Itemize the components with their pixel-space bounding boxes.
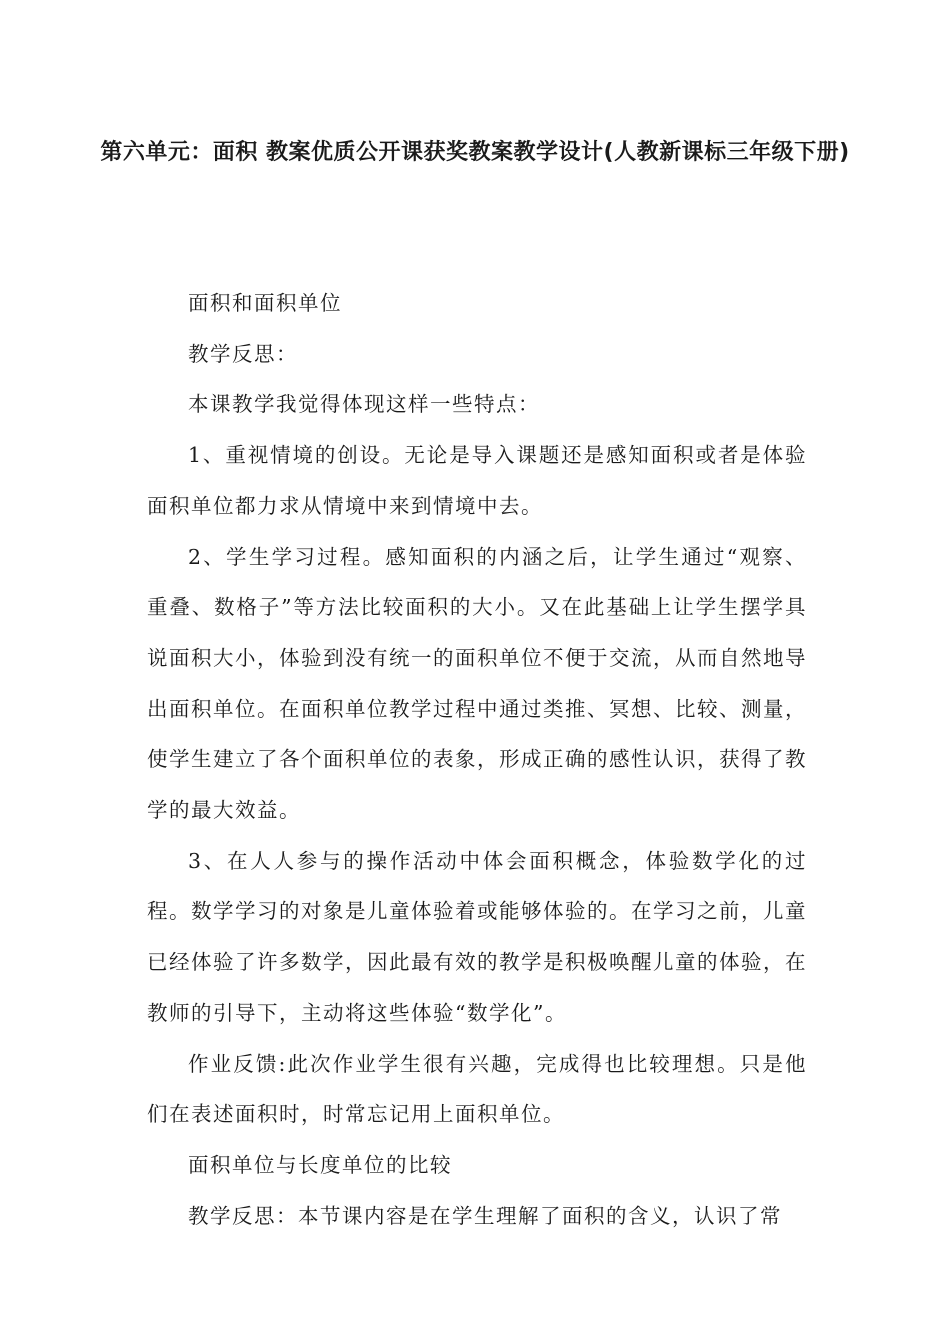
- section-heading-comparison: 面积单位与长度单位的比较: [188, 1152, 452, 1177]
- paragraph-point-1: 1、重视情境的创设。无论是导入课题还是感知面积或者是体验面积单位都力求从情境中来到情境中去。: [147, 443, 807, 518]
- document-body: [147, 278, 807, 1241]
- document-title: 第六单元：面积 教案优质公开课获奖教案教学设计(人教新课标三年级下册): [100, 140, 850, 165]
- paragraph-point-3: 3、在人人参与的操作活动中体会面积概念，体验数学化的过程。数学学习的对象是儿童体验着或能够体验的。在学习之前，儿童已经体验了许多数学，因此最有效的教学是积极唤醒儿童的体验，在教师的引导下，主动将这些体验“数学化”。: [147, 848, 807, 1025]
- paragraph-point-2: 2、学生学习过程。感知面积的内涵之后，让学生通过“观察、重叠、数格子”等方法比较面积的大小。又在此基础上让学生摆学具说面积大小，体验到没有统一的面积单位不便于交流，从而自然地导出面积单位。在面积单位教学过程中通过类推、冥想、比较、测量，使学生建立了各个面积单位的表象，形成正确的感性认识，获得了教学的最大效益。: [147, 544, 807, 823]
- paragraph-reflection-comparison: 教学反思：本节课内容是在学生理解了面积的含义，认识了常: [188, 1203, 782, 1228]
- reflection-label: 教学反思：: [188, 341, 298, 366]
- paragraph-features-intro: 本课教学我觉得体现这样一些特点：: [188, 392, 540, 417]
- section-heading-area-units: 面积和面积单位: [188, 291, 342, 315]
- paragraph-homework-feedback: 作业反馈:此次作业学生很有兴趣，完成得也比较理想。只是他们在表述面积时，时常忘记用上面积单位。: [147, 1051, 807, 1127]
